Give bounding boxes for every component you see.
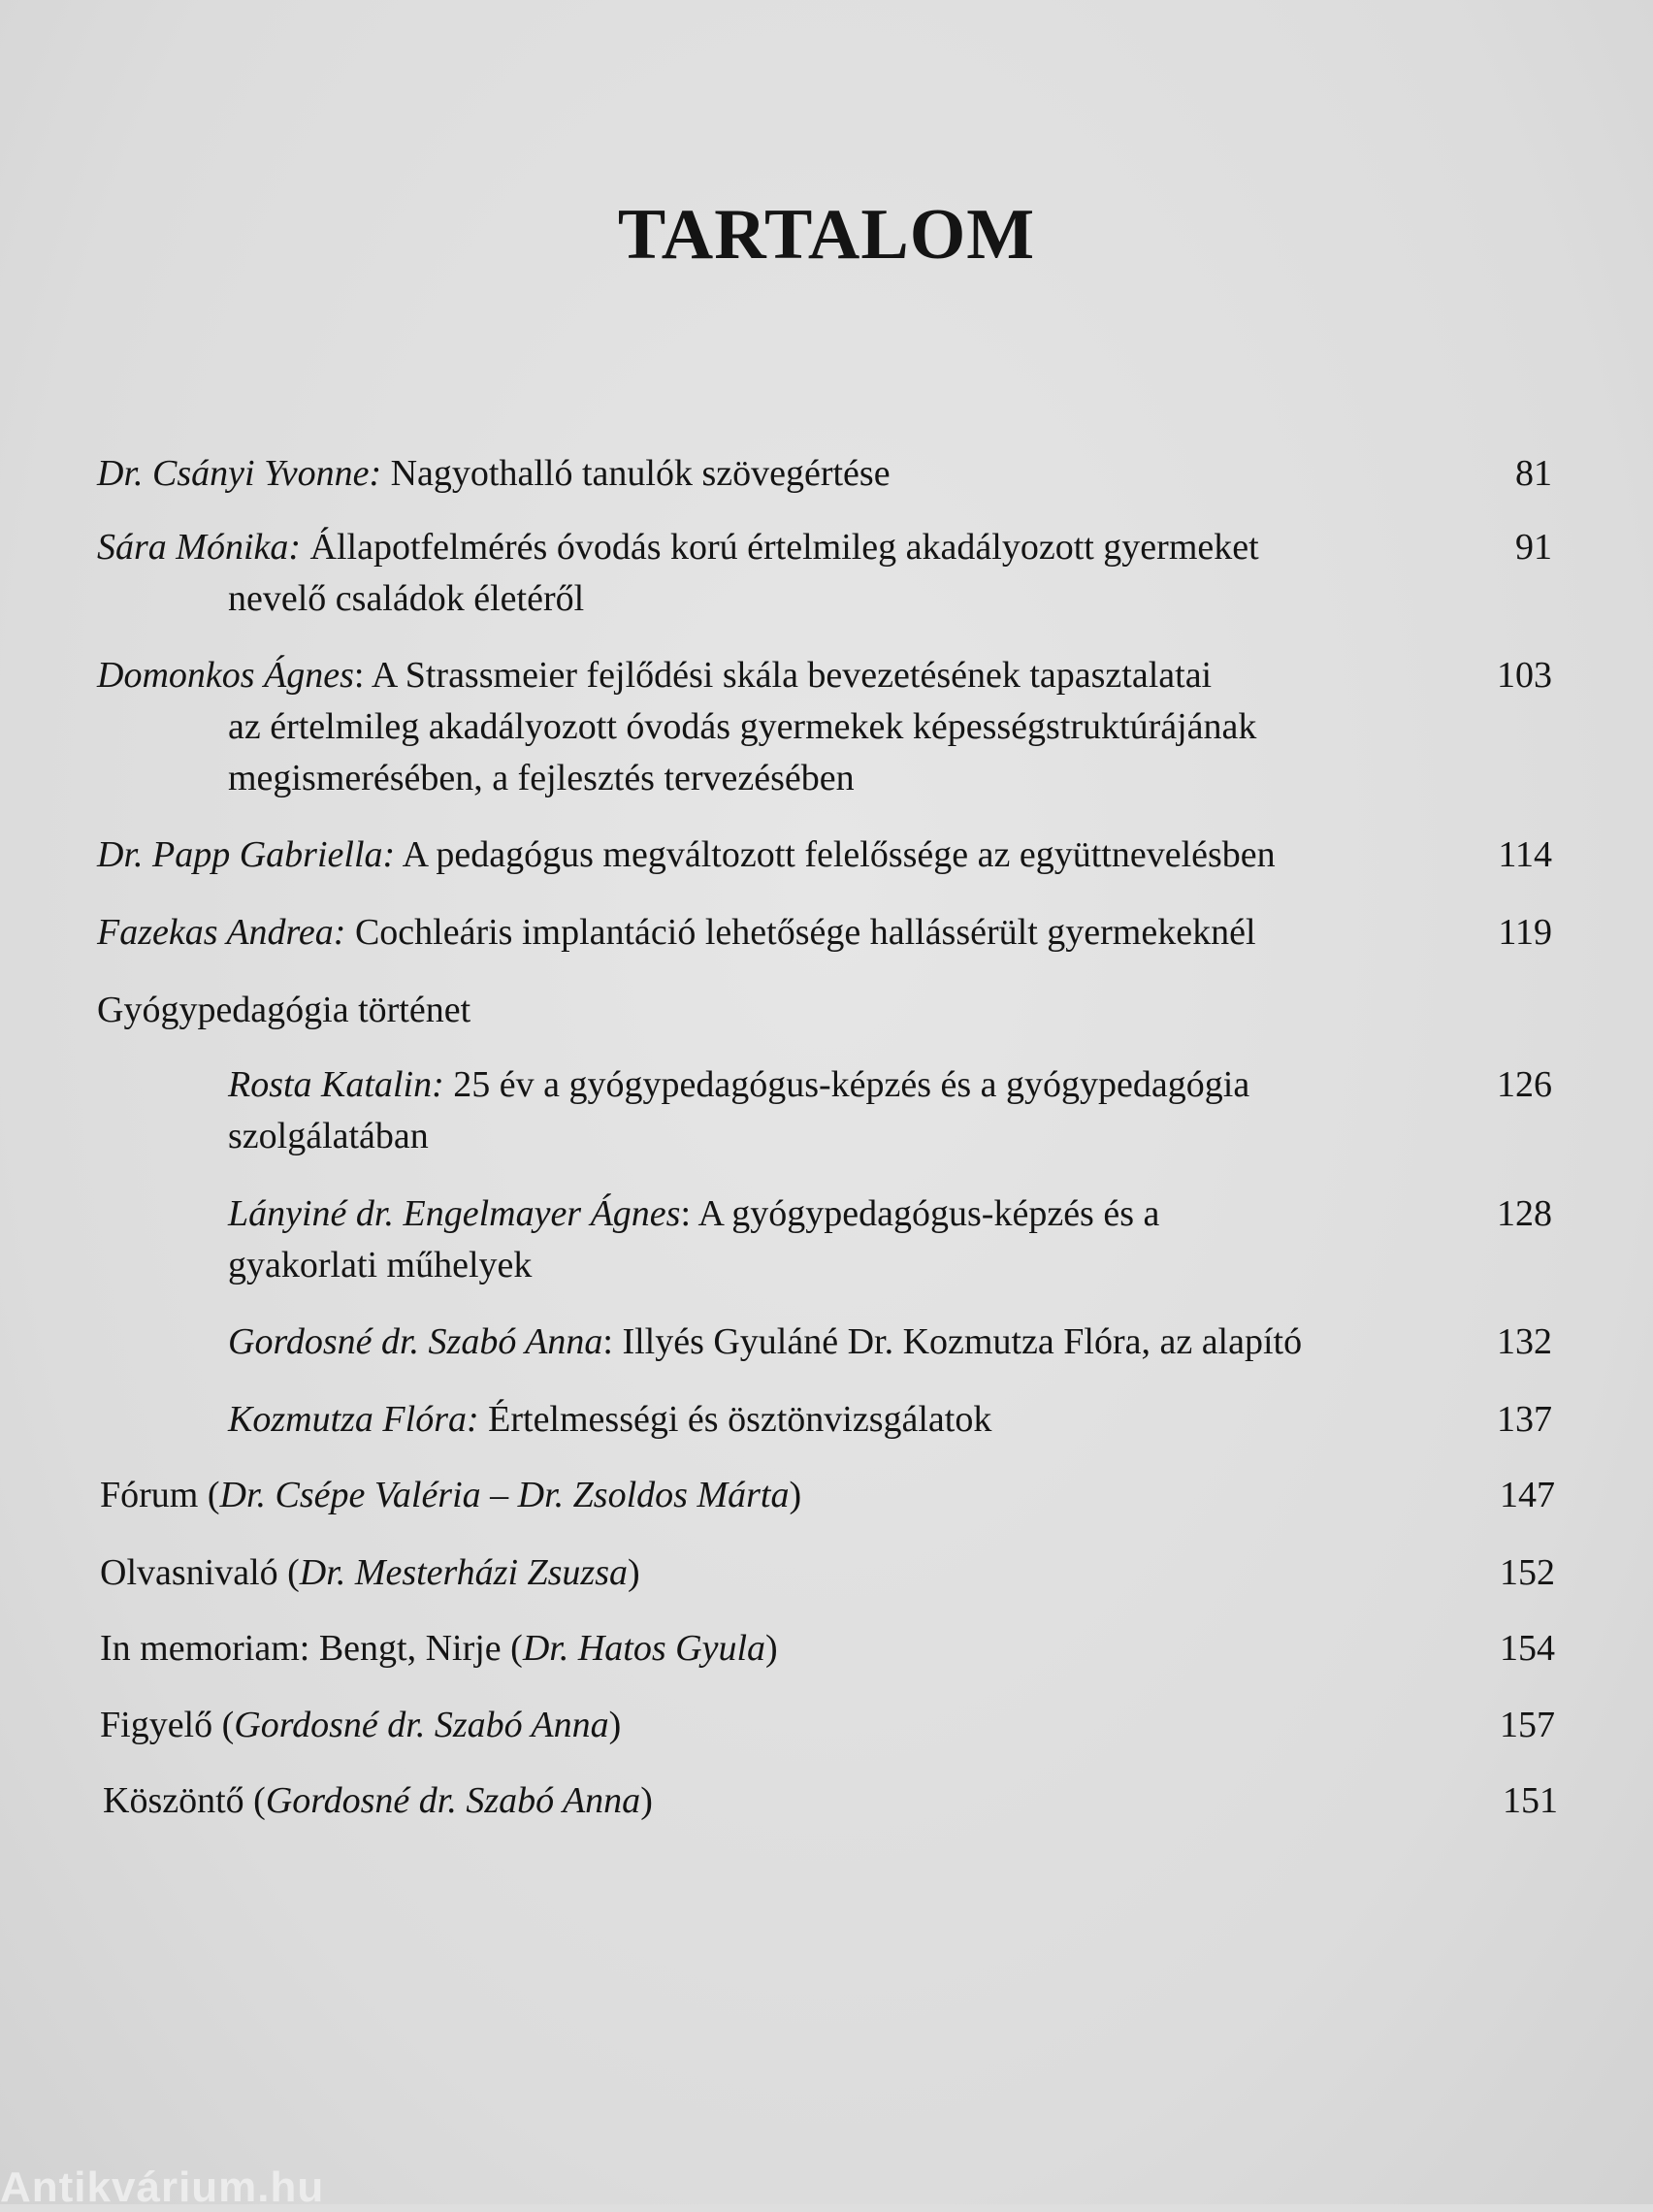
toc-entry: Domonkos Ágnes: A Strassmeier fejlődési skála bevezetésének tapasztalatai az értelmileg akadályozott óvodás gyermekek képességstruktúrájának megismerésében, a fejlesztés tervezésében 103 [97, 650, 1552, 804]
entry-title: Cochleáris implantáció lehetősége hallássérült gyermekeknél [354, 912, 1256, 953]
entry-title-cont: az értelmileg akadályozott óvodás gyermekek képességstruktúrájának [228, 706, 1257, 747]
entry-title-cont: szolgálatában [228, 1116, 429, 1156]
entry-author: Dr. Mesterházi Zsuzsa [299, 1552, 628, 1593]
entry-author: Dr. Hatos Gyula [522, 1628, 766, 1669]
entry-author: Lányiné dr. Engelmayer Ágnes [228, 1193, 681, 1234]
toc-subentry: Gordosné dr. Szabó Anna: Illyés Gyuláné Dr. Kozmutza Flóra, az alapító 132 [228, 1317, 1552, 1368]
entry-author: Kozmutza Flóra: [228, 1399, 479, 1440]
section-heading: Gyógypedagógia történet [97, 990, 471, 1030]
toc-subentry: Lányiné dr. Engelmayer Ágnes: A gyógypedagógus-képzés és a gyakorlati műhelyek 128 [228, 1188, 1552, 1291]
entry-page: 151 [1503, 1780, 1558, 1821]
toc-column-entry: Köszöntő (Gordosné dr. Szabó Anna) 151 [103, 1775, 1558, 1827]
entry-title: 25 év a gyógypedagógus-képzés és a gyógypedagógia [453, 1064, 1250, 1105]
entry-author: Gordosné dr. Szabó Anna [228, 1321, 603, 1362]
entry-author: Gordosné dr. Szabó Anna [234, 1705, 609, 1745]
entry-title: Állapotfelmérés óvodás korú értelmileg akadályozott gyermeket [309, 527, 1259, 568]
entry-title: A pedagógus megváltozott felelőssége az együttnevelésben [402, 834, 1276, 875]
entry-author: Fazekas Andrea: [97, 912, 346, 953]
entry-title: A gyógypedagógus-képzés és a [697, 1193, 1160, 1234]
entry-page: 128 [1497, 1193, 1552, 1234]
entry-page: 119 [1498, 912, 1552, 953]
entry-author: Gordosné dr. Szabó Anna [265, 1780, 641, 1821]
entry-title-cont: gyakorlati műhelyek [228, 1245, 533, 1285]
entry-page: 126 [1497, 1064, 1552, 1105]
entry-page: 81 [1515, 453, 1552, 494]
watermark: Antikvárium.hu [0, 2163, 325, 2211]
entry-page: 147 [1500, 1475, 1555, 1515]
entry-author: Dr. Csányi Yvonne: [97, 453, 382, 494]
page-title: TARTALOM [617, 195, 1036, 275]
toc-subentry [228, 1394, 1552, 1446]
entry-title: A Strassmeier fejlődési skála bevezetésének tapasztalatai [371, 655, 1213, 696]
entry-author: Domonkos Ágnes [97, 655, 354, 696]
entry-page: 91 [1515, 527, 1552, 568]
toc-column-entry: Figyelő (Gordosné dr. Szabó Anna) 157 [100, 1700, 1555, 1751]
entry-title: Nagyothalló tanulók szövegértése [390, 453, 891, 494]
entry-page: 152 [1500, 1552, 1555, 1593]
entry-title-cont: nevelő családok életéről [228, 578, 585, 619]
toc-column-entry: Olvasnivaló (Dr. Mesterházi Zsuzsa) 152 [100, 1547, 1555, 1599]
entry-page: 157 [1500, 1705, 1555, 1745]
entry-author: Sára Mónika: [97, 527, 302, 568]
toc-column-entry: In memoriam: Bengt, Nirje (Dr. Hatos Gyula) 154 [100, 1623, 1555, 1675]
entry-title: Illyés Gyuláné Dr. Kozmutza Flóra, az alapító [622, 1321, 1303, 1362]
entry-title-cont: megismerésében, a fejlesztés tervezésében [228, 758, 855, 798]
entry-author: Dr. Papp Gabriella: [97, 834, 396, 875]
entry-page: 154 [1500, 1628, 1555, 1669]
entry-page: 114 [1498, 834, 1552, 875]
toc-entry [97, 522, 1552, 625]
toc-entry [97, 830, 1552, 881]
entry-author: Rosta Katalin: [228, 1064, 444, 1105]
entry-page: 103 [1497, 655, 1552, 696]
toc-column-entry: Fórum (Dr. Csépe Valéria – Dr. Zsoldos Márta) 147 [100, 1470, 1555, 1521]
entry-title: Értelmességi és ösztönvizsgálatok [488, 1399, 992, 1440]
toc-entry [97, 448, 1552, 500]
entry-author: Dr. Csépe Valéria – Dr. Zsoldos Márta [219, 1475, 790, 1515]
entry-page: 137 [1497, 1399, 1552, 1440]
toc-entry [97, 907, 1552, 959]
toc-subentry [228, 1059, 1552, 1162]
entry-page: 132 [1497, 1321, 1552, 1362]
